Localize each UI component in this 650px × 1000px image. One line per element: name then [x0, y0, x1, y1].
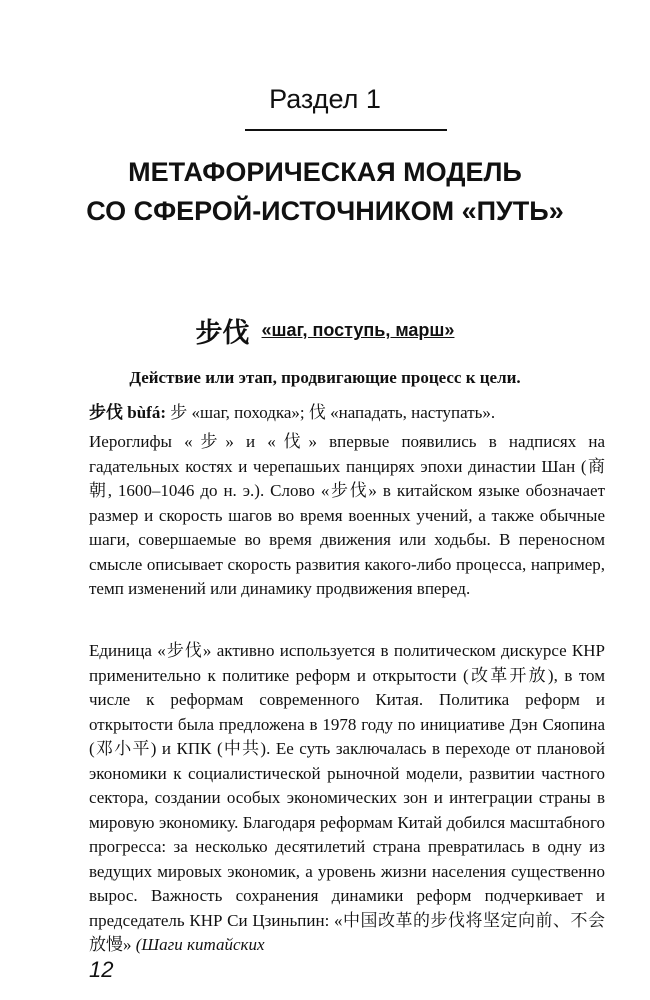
- paragraph-2-italic: (Шаги китайских: [135, 935, 265, 954]
- entry-gloss: «шаг, поступь, марш»: [261, 320, 455, 340]
- entry-etymology: [89, 398, 609, 423]
- page-number: 12: [89, 957, 114, 982]
- chapter-title-line-1: МЕТАФОРИЧЕСКАЯ МОДЕЛЬ: [128, 157, 522, 187]
- entry-definition: Действие или этап, продвигающие процесс к цели.: [129, 368, 521, 387]
- paragraph-2-text: Единица «步伐» активно используется в политическом дискурсе КНР применительно к политике реформ и открытости (改革开放), в том числе к реформам современного Китая. Политика реформ и открытости была предложена в 1978 году по инициативе Дэн Сяопина (邓小平) и КПК (中共). Ее суть заключалась в переходе от плановой экономики к социалистической рыночной модели, развитии частного сектора, создании особых экономических зон и интеграции страны в мировую экономику. Благодаря реформам Китай добился масштабного прогресса: за несколько десятилетий страна превратилась в одну из ведущих мировых экономик, а уровень жизни населения существенно вырос. Важность сохранения динамики реформ подчеркивает и председатель КНР Си Цзиньпин: «中国改革的步伐将坚定向前、不会放慢»: [89, 641, 605, 954]
- paragraph-1: Иероглифы «步» и «伐» впервые появились в надписях на гадательных костях и черепашьих панцирях эпохи династии Шан (商朝, 1600–1046 до н. э.). Слово «步伐» в китайском языке обозначает размер и скорость шагов во время военных учений, а также обычные шаги, совершаемые во время движения или ходьбы. В переносном смысле описывает скорость развития какого-либо процесса, например, темп изменений или динамику продвижения вперед.: [89, 432, 605, 598]
- section-label: Раздел 1: [269, 84, 381, 114]
- section-divider: [245, 129, 447, 131]
- entry-heading: [0, 311, 650, 350]
- entry-hanzi: 步伐: [195, 318, 250, 349]
- etymology-head: 步伐 bùfá:: [89, 403, 166, 422]
- chapter-title-line-2: СО СФЕРОЙ-ИСТОЧНИКОМ «ПУТЬ»: [86, 196, 564, 226]
- chapter-title: [0, 153, 650, 231]
- etymology-text: 步 «шаг, походка»; 伐 «нападать, наступать».: [165, 403, 496, 422]
- paragraph-2: [89, 639, 605, 958]
